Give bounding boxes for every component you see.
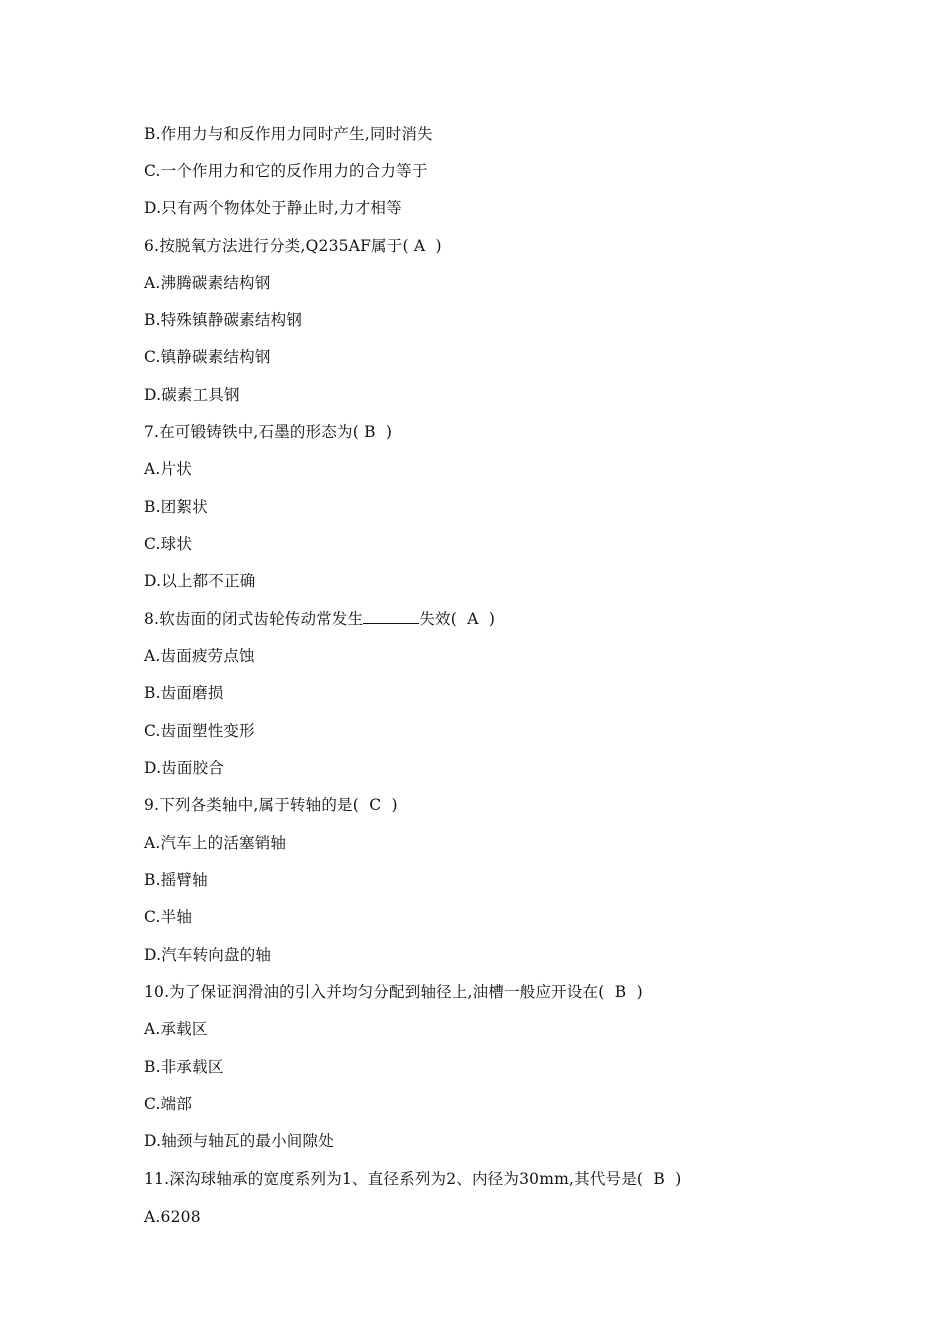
option-a-q11: A.6208 [144, 1208, 201, 1226]
question-6: 6.按脱氧方法进行分类,Q235AF属于( A ) [144, 237, 442, 255]
question-8 [144, 609, 495, 629]
option-b-q10: B.非承载区 [144, 1058, 224, 1076]
option-c-q8: C.齿面塑性变形 [144, 722, 255, 740]
question-10: 10.为了保证润滑油的引入并均匀分配到轴径上,油槽一般应开设在( B ) [144, 983, 643, 1001]
answer-blank [363, 609, 419, 624]
option-d-q7: D.以上都不正确 [144, 572, 256, 590]
option-b-q9: B.摇臂轴 [144, 871, 208, 889]
option-d-q8: D.齿面胶合 [144, 759, 225, 777]
option-b-q8: B.齿面磨损 [144, 684, 224, 702]
question-11: 11.深沟球轴承的宽度系列为1、直径系列为2、内径为30mm,其代号是( B ) [144, 1170, 682, 1188]
question-9: 9.下列各类轴中,属于转轴的是( C ) [144, 796, 398, 814]
option-a-q9: A.汽车上的活塞销轴 [144, 834, 287, 852]
option-c-q10: C.端部 [144, 1095, 193, 1113]
option-a-q7: A.片状 [144, 460, 192, 478]
option-d-q6: D.碳素工具钢 [144, 386, 240, 404]
option-a-q10: A.承载区 [144, 1020, 208, 1038]
question-8-tail: 失效( A ) [419, 610, 496, 628]
option-c-q9: C.半轴 [144, 908, 193, 926]
option-c-q5: C.一个作用力和它的反作用力的合力等于 [144, 162, 428, 180]
option-c-q7: C.球状 [144, 535, 193, 553]
option-d-q5: D.只有两个物体处于静止时,力才相等 [144, 199, 402, 217]
option-d-q10: D.轴颈与轴瓦的最小间隙处 [144, 1132, 334, 1150]
option-d-q9: D.汽车转向盘的轴 [144, 946, 272, 964]
question-7: 7.在可锻铸铁中,石墨的形态为( B ) [144, 423, 393, 441]
option-a-q6: A.沸腾碳素结构钢 [144, 274, 271, 292]
option-b-q5: B.作用力与和反作用力同时产生,同时消失 [144, 125, 433, 143]
option-c-q6: C.镇静碳素结构钢 [144, 348, 271, 366]
question-8-text: 8.软齿面的闭式齿轮传动常发生 [144, 610, 364, 628]
option-b-q6: B.特殊镇静碳素结构钢 [144, 311, 303, 329]
option-b-q7: B.团絮状 [144, 498, 208, 516]
option-a-q8: A.齿面疲劳点蚀 [144, 647, 255, 665]
